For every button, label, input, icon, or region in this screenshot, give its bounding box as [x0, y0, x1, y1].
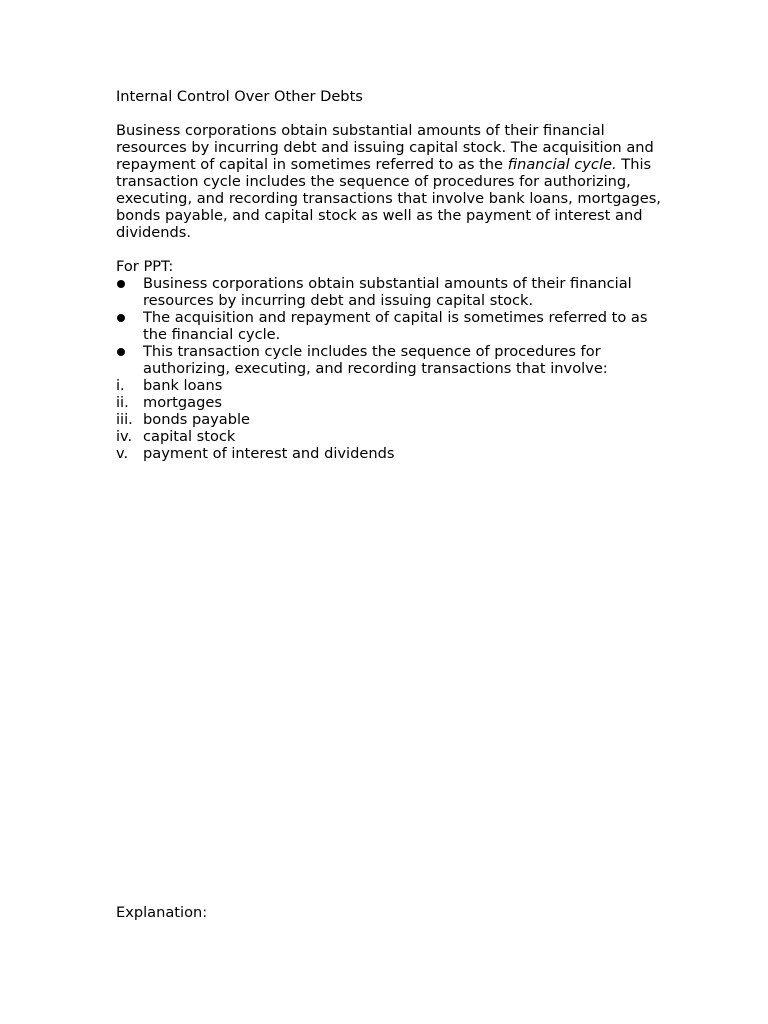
explanation-label: Explanation:: [116, 904, 208, 921]
roman-list-item: [116, 428, 676, 445]
roman-numeral: iii.: [116, 411, 133, 428]
bullet-dot-icon: [117, 280, 125, 288]
intro-text-end: This transaction cycle includes the sequence of procedures for authorizing, executing, and recording transactions that involve bank loans, mortgages, bonds payable, and capital stock as well as the payment of interest and dividends.: [116, 156, 661, 241]
bullet-item: [116, 343, 676, 377]
roman-list-item: [116, 377, 676, 394]
roman-list-item: [116, 445, 676, 462]
document-title: Internal Control Over Other Debts: [116, 88, 363, 105]
roman-numeral: i.: [116, 377, 125, 394]
for-ppt-section: [116, 258, 676, 462]
for-ppt-heading: For PPT:: [116, 258, 174, 275]
roman-item-text: bonds payable: [143, 411, 251, 428]
bullet-text: Business corporations obtain substantial amounts of their financial resources by incurring debt and issuing capital stock.: [143, 275, 632, 309]
bullet-item: [116, 275, 676, 309]
roman-numeral: iv.: [116, 428, 133, 445]
intro-paragraph: [116, 122, 676, 241]
roman-numeral: ii.: [116, 394, 129, 411]
roman-item-text: capital stock: [143, 428, 236, 445]
roman-numeral-list: [116, 377, 676, 462]
roman-list-item: [116, 411, 676, 428]
roman-item-text: payment of interest and dividends: [143, 445, 395, 462]
bullet-dot-icon: [117, 314, 125, 322]
roman-list-item: [116, 394, 676, 411]
intro-text-start: Business corporations obtain substantial amounts of their financial resources by incurring debt and issuing capital stock. The acquisition and repayment of capital in sometimes referred to as the: [116, 122, 654, 173]
roman-item-text: bank loans: [143, 377, 223, 394]
roman-item-text: mortgages: [143, 394, 222, 411]
roman-numeral: v.: [116, 445, 129, 462]
bullet-text: This transaction cycle includes the sequence of procedures for authorizing, executing, and recording transactions that involve:: [143, 343, 608, 377]
bullet-item: [116, 309, 676, 343]
intro-text: [116, 122, 676, 241]
bullet-dot-icon: [117, 348, 125, 356]
intro-emphasis: financial cycle.: [507, 156, 617, 173]
bullet-list: [116, 275, 676, 377]
bullet-text: The acquisition and repayment of capital is sometimes referred to as the financial cycle.: [143, 309, 648, 343]
